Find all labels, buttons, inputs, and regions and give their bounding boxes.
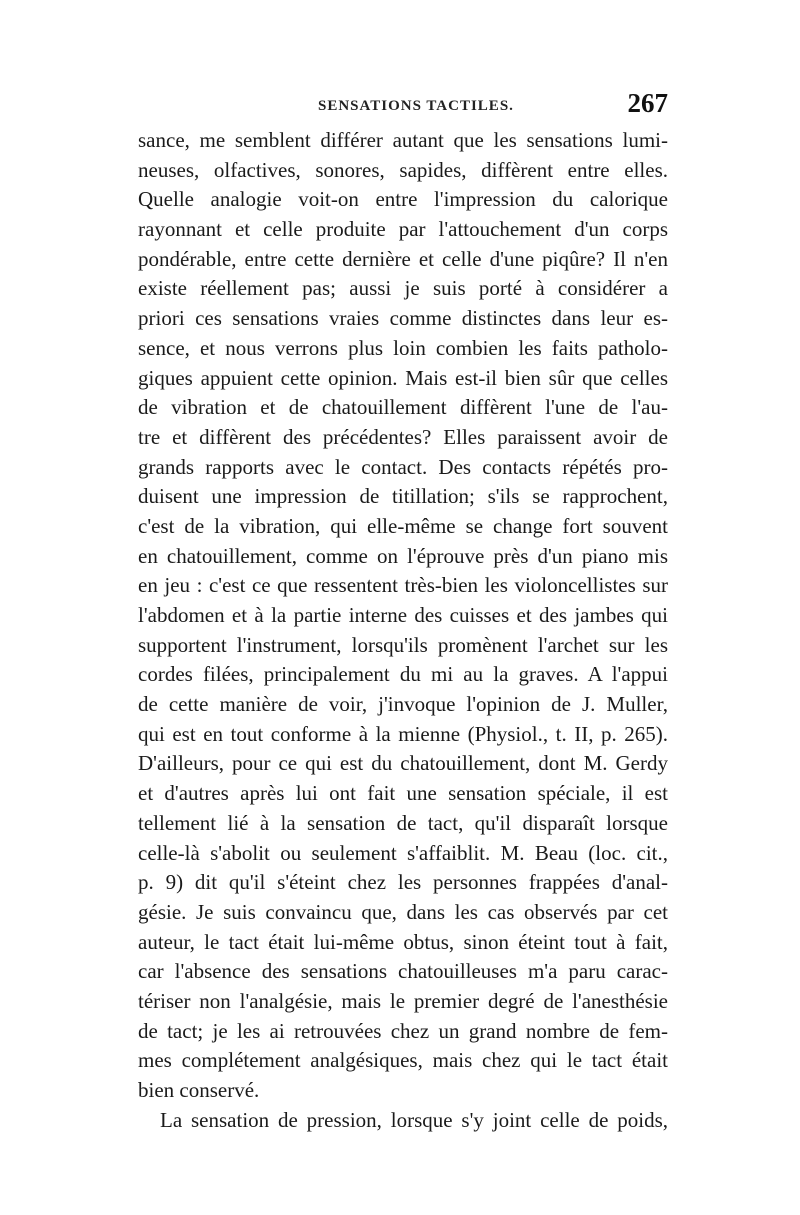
text-line: c'est de la vibration, qui elle-même se change fort souvent [138,513,668,538]
running-head: SENSATIONS TACTILES. [318,98,514,114]
text-line: cordes filées, principalement du mi au la graves. A l'appui [138,662,668,687]
text-line: en jeu : c'est ce que ressentent très-bien les violoncellistes sur [138,573,668,598]
text-line: de tact; je les ai retrouvées chez un grand nombre de fem- [138,1018,668,1043]
text-line: car l'absence des sensations chatouilleuses m'a paru carac- [138,959,668,984]
body-text [138,126,668,1135]
text-line: sance, me semblent différer autant que les sensations lumi- [138,128,668,152]
text-line: de cette manière de voir, j'invoque l'opinion de J. Muller, [138,692,668,717]
text-line: tellement lié à la sensation de tact, qu'il disparaît lorsque [138,810,668,835]
text-line-paragraph-start: La sensation de pression, lorsque s'y joint celle de poids, [160,1107,668,1132]
text-line: tériser non l'analgésie, mais le premier degré de l'anesthésie [138,988,668,1013]
text-line: l'abdomen et à la partie interne des cuisses et des jambes qui [138,603,668,627]
text-line: existe réellement pas; aussi je suis porté à considérer a [138,276,668,301]
text-line: tre et diffèrent des précédentes? Elles paraissent avoir de [138,424,668,449]
text-line: sence, et nous verrons plus loin combien les faits patholo- [138,335,668,360]
text-line: grands rapports avec le contact. Des contacts répétés pro- [138,454,668,479]
page-header [138,88,668,122]
text-line: D'ailleurs, pour ce qui est du chatouillement, dont M. Gerdy [138,751,668,776]
text-line: qui est en tout conforme à la mienne (Physiol., t. II, p. 265). [138,721,668,746]
text-line: celle-là s'abolit ou seulement s'affaiblit. M. Beau (loc. cit., [138,840,668,865]
text-line: p. 9) dit qu'il s'éteint chez les personnes frappées d'anal- [138,870,668,895]
text-line: de vibration et de chatouillement diffèrent l'une de l'au- [138,395,668,420]
text-line: neuses, olfactives, sonores, sapides, diffèrent entre elles. [138,157,668,182]
text-line-paragraph-end: bien conservé. [138,1078,260,1102]
text-line: supportent l'instrument, lorsqu'ils promènent l'archet sur les [138,632,668,657]
page-number: 267 [627,88,668,118]
text-line: duisent une impression de titillation; s'ils se rapprochent, [138,484,668,509]
text-line: giques appuient cette opinion. Mais est-il bien sûr que celles [138,365,668,390]
text-line: mes complétement analgésiques, mais chez qui le tact était [138,1048,668,1073]
text-line: auteur, le tact était lui-même obtus, sinon éteint tout à fait, [138,929,668,954]
text-line: pondérable, entre cette dernière et celle d'une piqûre? Il n'en [138,246,668,271]
text-line: priori ces sensations vraies comme distinctes dans leur es- [138,306,668,331]
text-line: en chatouillement, comme on l'éprouve près d'un piano mis [138,543,668,568]
text-line: rayonnant et celle produite par l'attouchement d'un corps [138,217,668,242]
text-line: gésie. Je suis convaincu que, dans les cas observés par cet [138,899,668,924]
text-line: et d'autres après lui ont fait une sensation spéciale, il est [138,781,668,806]
text-line: Quelle analogie voit-on entre l'impression du calorique [138,187,668,212]
